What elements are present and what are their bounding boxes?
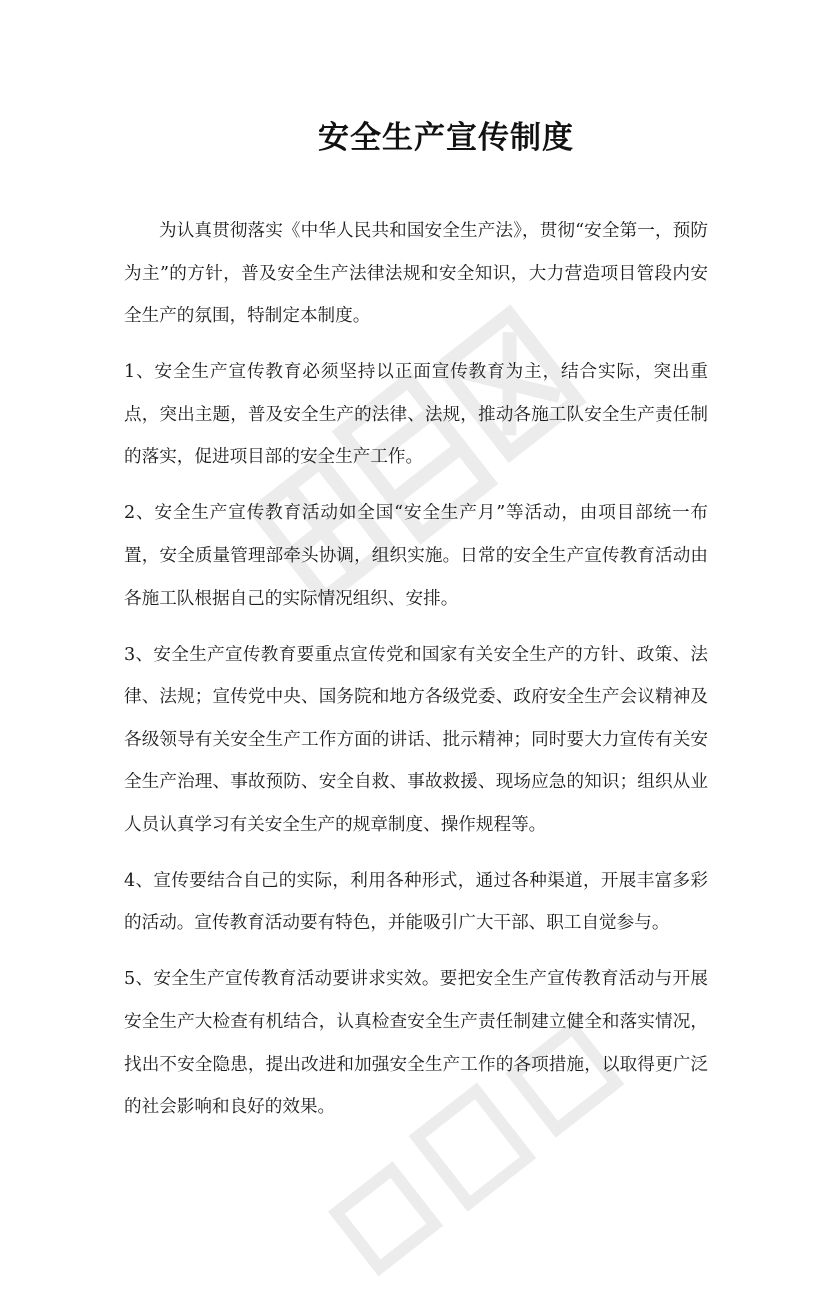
paragraph-item-3: 3、安全生产宣传教育要重点宣传党和国家有关安全生产的方针、政策、法律、法规；宣传党中央、国务院和地方各级党委、政府安全生产会议精神及各级领导有关安全生产工作方面的讲话、批示精神；同时要大力宣传有关安全生产治理、事故预防、安全自救、事故救援、现场应急的知识；组织从业人员认真学习有关安全生产的规章制度、操作规程等。	[124, 644, 708, 835]
paragraph-item-4: 4、宣传要结合自己的实际，利用各种形式，通过各种渠道，开展丰富多彩的活动。宣传教育活动要有特色，并能吸引广大干部、职工自觉参与。	[124, 870, 708, 934]
document-title: 安全生产宣传制度	[318, 120, 574, 156]
paragraph-item-5: 5、安全生产宣传教育活动要讲求实效。要把安全生产宣传教育活动与开展安全生产大检查有机结合，认真检查安全生产责任制建立健全和落实情况，找出不安全隐患，提出改进和加强安全生产工作的各项措施，以取得更广泛的社会影响和良好的效果。	[124, 969, 708, 1118]
paragraph-item-1: 1、安全生产宣传教育必须坚持以正面宣传教育为主，结合实际，突出重点，突出主题，普及安全生产的法律、法规，推动各施工队安全生产责任制的落实，促进项目部的安全生产工作。	[124, 362, 708, 468]
document-body	[124, 210, 708, 1142]
paragraph-item-2: 2、安全生产宣传教育活动如全国“安全生产月”等活动，由项目部统一布置，安全质量管理部牵头协调，组织实施。日常的安全生产宣传教育活动由各施工队根据自己的实际情况组织、安排。	[124, 503, 708, 609]
paragraph-intro: 为认真贯彻落实《中华人民共和国安全生产法》，贯彻“安全第一，预防为主”的方针，普及安全生产法律法规和安全知识，大力营造项目管段内安全生产的氛围，特制定本制度。	[124, 221, 708, 327]
